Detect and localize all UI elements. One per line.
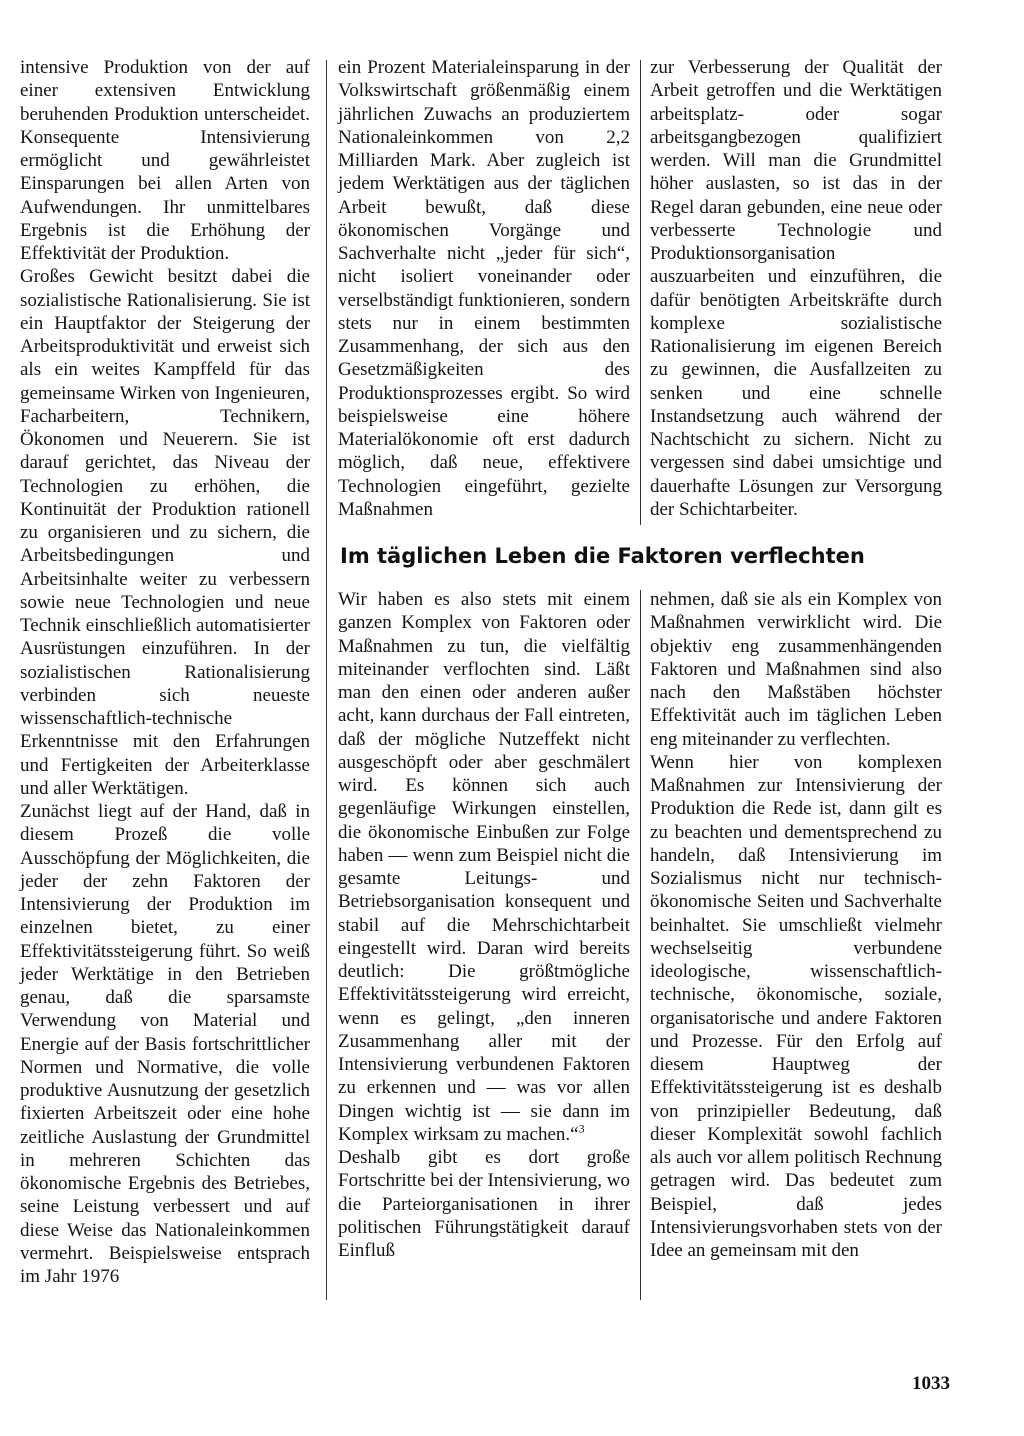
paragraph-text: Wir haben es also stets mit einem ganzen Komplex von Faktoren oder Maßnahmen zu tun, die vielfältig miteinander verflochten sind. Läßt man den einen oder anderen außer acht, kann durchaus der Fall eintreten, daß der mögliche Nutzeffekt nicht ausgeschöpft oder aber geschmälert wird. Es können sich auch gegenläufige Wirkungen einstellen, die ökonomische Einbußen zur Folge haben — wenn zum Beispiel nicht die gesamte Leitungs- und Betriebsorganisation konsequent und stabil auf die Mehrschichtarbeit eingestellt wird. Daran wird bereits deutlich: Die größtmögliche Effektivitätssteigerung wird erreicht, wenn es gelingt, „den inneren Zusammenhang aller mit der Intensivierung verbundenen Faktoren zu erkennen und — was vor allen Dingen wichtig ist — sie dann im Komplex wirksam zu machen.“ — [338, 589, 630, 1145]
text-column-middle-bottom — [338, 588, 630, 1262]
paragraph: Großes Gewicht besitzt dabei die sozialistische Rationalisierung. Sie ist ein Hauptfaktor der Steigerung der Arbeitsproduktivität und erweist sich als ein weites Kampffeld für das gemeinsame Wirken von Ingenieuren, Facharbeitern, Technikern, Ökonomen und Neuerern. Sie ist darauf gerichtet, das Niveau der Technologien zu erhöhen, die Kontinuität der Produktion rationell zu organisieren und zu sichern, die Arbeitsbedingungen und Arbeitsinhalte weiter zu verbessern sowie neue Technologien und neue Technik einschließlich automatisierter Ausrüstungen einzuführen. In der sozialistischen Rationalisierung verbinden sich neueste wissenschaftlich-technische Erkenntnisse mit den Erfahrungen und Fertigkeiten der Arbeiterklasse und aller Werktätigen. — [20, 266, 310, 799]
text-column-left — [20, 56, 310, 1288]
column-divider — [326, 60, 327, 1300]
paragraph: nehmen, daß sie als ein Komplex von Maßnahmen verwirklicht wird. Die objektiv eng zusammenhängenden Faktoren und Maßnahmen sind also nach den Maßstäben höchster Effektivität auch im täglichen Leben eng miteinander zu verflechten. — [650, 589, 942, 750]
text-column-right-bottom — [650, 588, 942, 1262]
column-divider — [640, 60, 641, 525]
page-number: 1033 — [912, 1373, 950, 1394]
text-column-right-top — [650, 56, 942, 521]
paragraph — [338, 588, 630, 1146]
paragraph: intensive Produktion von der auf einer extensiven Entwicklung beruhenden Produktion unterscheidet. Konsequente Intensivierung ermöglicht und gewährleistet Einsparungen bei allen Arten von Aufwendungen. Ihr unmittelbares Ergebnis ist die Erhöhung der Effektivität der Produktion. — [20, 57, 310, 264]
paragraph: Deshalb gibt es dort große Fortschritte bei der Intensivierung, wo die Parteiorganisationen in ihrer politischen Führungstätigkeit darauf Einfluß — [338, 1147, 630, 1261]
paragraph: Zunächst liegt auf der Hand, daß in diesem Prozeß die volle Ausschöpfung der Möglichkeiten, die jeder der zehn Faktoren der Intensivierung der Produktion im einzelnen bietet, zu einer Effektivitätssteigerung führt. So weiß jeder Werktätige in den Betrieben genau, daß die sparsamste Verwendung von Material und Energie auf der Basis fortschrittlicher Normen und Normative, die volle produktive Ausnutzung der gesetzlich fixierten Arbeitszeit oder eine hohe zeitliche Auslastung der Grundmittel in mehreren Schichten das ökonomische Ergebnis des Betriebes, seine Leistung verbessert und auf diese Weise das Nationaleinkommen vermehrt. Beispielsweise entsprach im Jahr 1976 — [20, 801, 310, 1287]
section-heading: Im täglichen Leben die Faktoren verflechten — [340, 544, 865, 568]
column-divider — [640, 590, 641, 1300]
paragraph: Wenn hier von komplexen Maßnahmen zur Intensivierung der Produktion die Rede ist, dann gilt es zu beachten und dementsprechend zu handeln, daß Intensivierung im Sozialismus nicht nur technisch-ökonomische Seiten und Sachverhalte beinhaltet. Sie umschließt vielmehr wechselseitig verbundene ideologische, wissenschaftlich-technische, ökonomische, soziale, organisatorische und andere Faktoren und Prozesse. Für den Erfolg auf diesem Hauptweg der Effektivitätssteigerung ist es deshalb von prinzipieller Bedeutung, daß dieser Komplexität sowohl fachlich als auch vor allem politisch Rechnung getragen wird. Das bedeutet zum Beispiel, daß jedes Intensivierungsvorhaben stets von der Idee an gemeinsam mit den — [650, 751, 942, 1261]
footnote-mark: 3 — [578, 1121, 585, 1136]
text-column-middle-top — [338, 56, 630, 521]
paragraph: ein Prozent Materialeinsparung in der Volkswirtschaft größenmäßig einem jährlichen Zuwachs an produziertem Nationaleinkommen von 2,2 Milliarden Mark. Aber zugleich ist jedem Werktätigen aus der täglichen Arbeit bewußt, daß diese ökonomischen Vorgänge und Sachverhalte nicht „jeder für sich“, nicht isoliert voneinander oder verselbständigt funktionieren, sondern stets nur in einem bestimmten Zusammenhang, der sich aus den Gesetzmäßigkeiten des Produktionsprozesses ergibt. So wird beispielsweise eine höhere Materialökonomie oft erst dadurch möglich, daß neue, effektivere Technologien eingeführt, gezielte Maßnahmen — [338, 57, 630, 520]
paragraph: zur Verbesserung der Qualität der Arbeit getroffen und die Werktätigen arbeitsplatz- oder sogar arbeitsgangbezogen qualifiziert werden. Will man die Grundmittel höher auslasten, so ist das in der Regel daran gebunden, eine neue oder verbesserte Technologie und Produktionsorganisation auszuarbeiten und einzuführen, die dafür benötigten Arbeitskräfte durch komplexe sozialistische Rationalisierung im eigenen Bereich zu gewinnen, die Ausfallzeiten zu senken und eine schnelle Instandsetzung auch während der Nachtschicht zu sichern. Nicht zu vergessen sind dabei umsichtige und dauerhafte Lösungen zur Versorgung der Schichtarbeiter. — [650, 57, 942, 520]
